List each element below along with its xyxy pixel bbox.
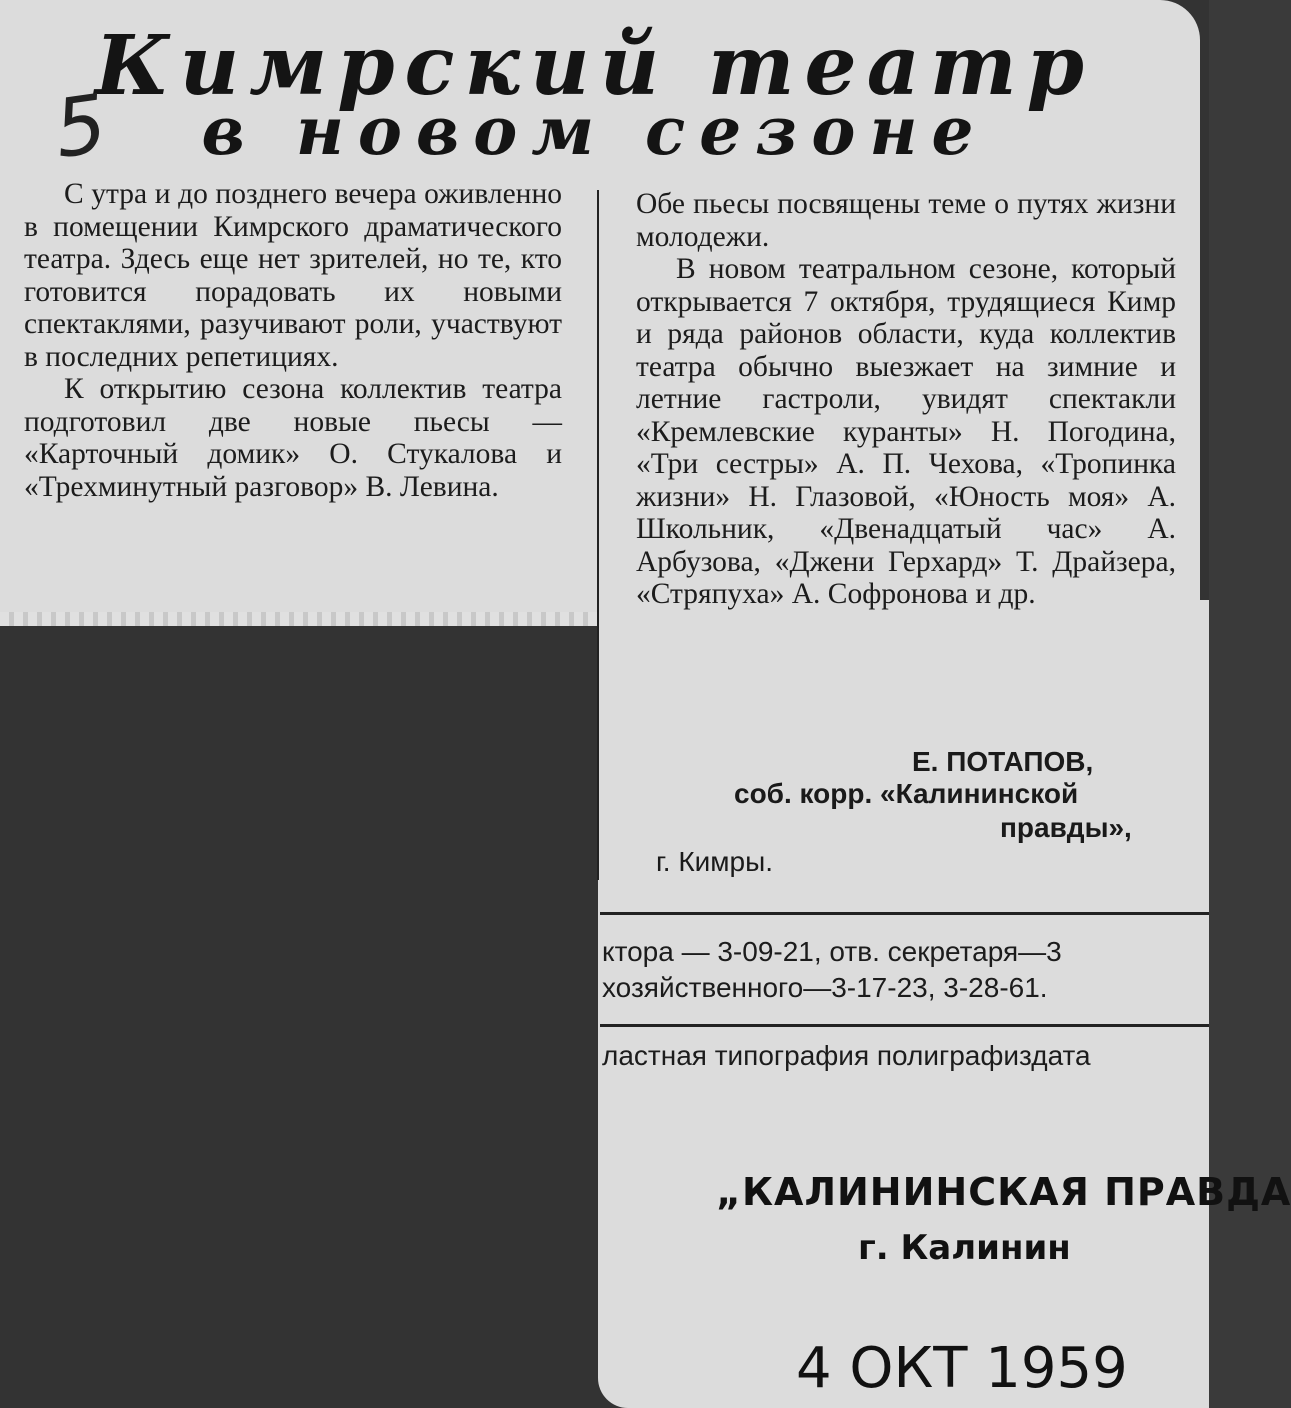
article-column-2 [636, 188, 1176, 611]
torn-edge [0, 612, 598, 626]
paragraph: В новом театральном сезоне, который открывается 7 октября, трудящиеся Кимр и ряда районов области, куда коллектив театра обычно выезжает на зимние и летние гастроли, увидят спектакли «Кремлевские куранты» Н. Погодина, «Три сестры» А. П. Чехова, «Тропинка жизни» Н. Глазовой, «Юность моя» А. Школьник, «Двенадцатый час» А. Арбузова, «Джени Герхард» Т. Драйзера, «Стряпуха» А. Софронова и др. [636, 253, 1176, 610]
paragraph: К открытию сезона коллектив театра подготовил две новые пьесы — «Карточный домик» О. Стукалова и «Трехминутный разговор» В. Левина. [24, 373, 562, 503]
stamp-date: 4 ОКТ 1959 [796, 1336, 1128, 1401]
clipping-lower [598, 600, 1209, 1408]
paragraph: С утра и до позднего вечера оживленно в помещении Кимрского драматического театра. Здесь еще нет зрителей, но те, кто готовится порадовать их новыми спектаклями, разучивают роли, участвуют в последних репетициях. [24, 178, 562, 373]
column-divider [597, 190, 599, 880]
divider-rule [600, 1024, 1209, 1027]
stamp-newspaper: „КАЛИНИНСКАЯ ПРАВДА [716, 1170, 1291, 1214]
footer-printer: ластная типография полиграфиздата [602, 1040, 1091, 1071]
author-place: г. Кимры. [656, 846, 774, 877]
headline-line1: Кимрский театр [95, 18, 1094, 114]
article-column-1 [24, 178, 562, 503]
headline-line2: в новом сезоне [201, 92, 988, 170]
author-role: соб. корр. «Калининской [734, 778, 1079, 809]
footer-phones-1: ктора — 3-09-21, отв. секретаря—3 [602, 936, 1062, 967]
handwritten-number: 5 [48, 76, 113, 177]
author-name: Е. ПОТАПОВ, [912, 746, 1094, 777]
divider-rule [600, 912, 1209, 915]
author-role-cont: правды», [1000, 812, 1132, 843]
stamp-city: г. Калинин [858, 1228, 1071, 1268]
paragraph: Обе пьесы посвящены теме о путях жизни молодежи. [636, 188, 1176, 253]
footer-phones-2: хозяйственного—3-17-23, 3-28-61. [602, 972, 1048, 1003]
